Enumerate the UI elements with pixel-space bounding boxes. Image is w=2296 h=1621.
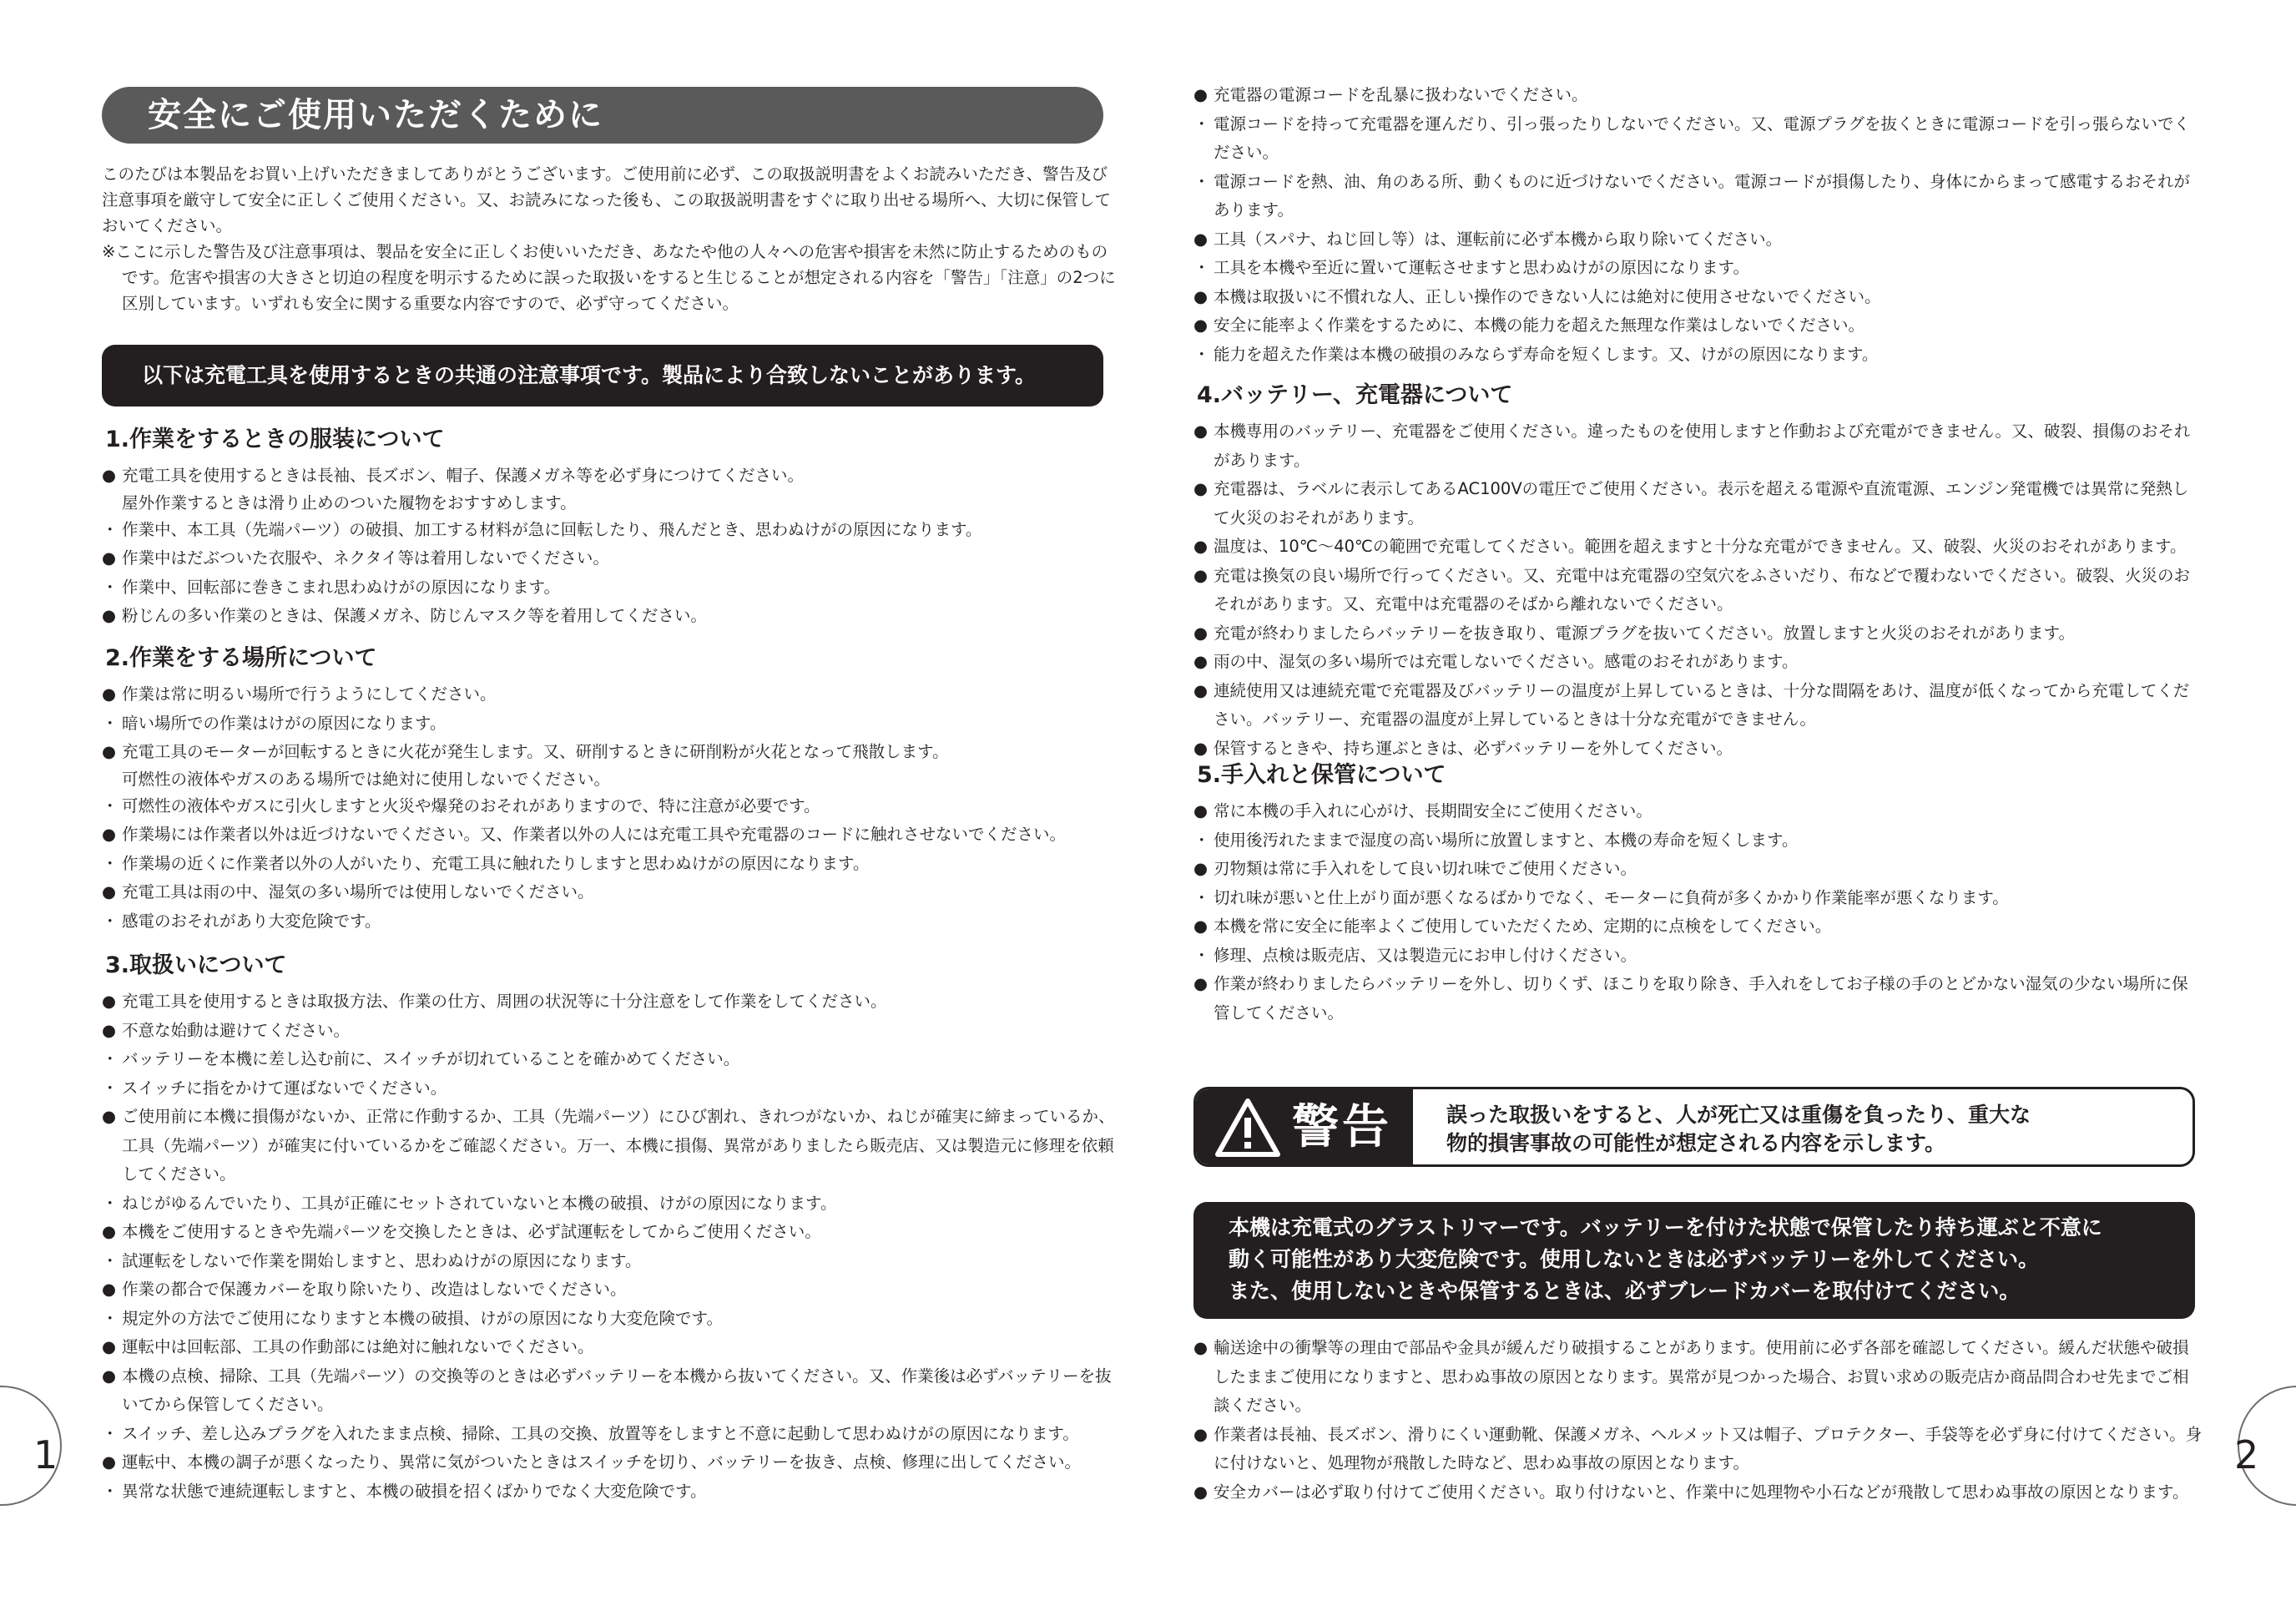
bullet-item [102, 602, 1116, 631]
bullet-mark: ● [1193, 537, 1209, 556]
bullet-mark: ・ [1193, 945, 1210, 965]
section-heading: 2.作業をする場所について [105, 645, 377, 671]
bullet-item [102, 1103, 1116, 1189]
item-text: 能力を超えた作業は本機の破損のみならず寿命を短くします。又、けがの原因になります。 [1214, 344, 1879, 364]
intro-paragraph: このたびは本製品をお買い上げいただきましてありがとうございます。ご使用前に必ず、この取扱説明書をよくお読みいただき、警告及び注意事項を厳守して安全に正しくご使用ください。又、お読みになった後も、この取扱説明書をすぐに取り出せる場所へ、大切に保管しておいてください。 [102, 164, 1112, 235]
bullet-item [1193, 797, 2195, 826]
item-text: 電源コードを持って充電器を運んだり、引っ張ったりしないでください。又、電源プラグを抜くときに電源コードを引っ張らないでください。 [1214, 114, 2191, 162]
bullet-mark: ● [102, 1280, 117, 1299]
bullet-mark: ● [1193, 738, 1209, 758]
sub-item [1193, 341, 2195, 370]
item-text: 規定外の方法でご使用になりますと本機の破損、けがの原因になり大変危険です。 [122, 1308, 723, 1328]
sub-item [102, 573, 1116, 603]
bullet-mark: ・ [102, 519, 119, 539]
item-text: 充電工具を使用するときは長袖、長ズボン、帽子、保護メガネ等を必ず身につけてください。 [122, 466, 805, 485]
section-maintenance [1193, 759, 2195, 1028]
bullet-mark: ● [102, 466, 117, 485]
bullet-mark: ● [102, 742, 117, 761]
bullet-mark: ・ [1193, 344, 1210, 364]
item-text: バッテリーを本機に差し込む前に、スイッチが切れていることを確かめてください。 [122, 1049, 740, 1068]
bullet-item [1193, 1478, 2203, 1507]
item-text: 電源コードを熱、油、角のある所、動くものに近づけないでください。電源コードが損傷したり、身体にからまって感電するおそれがあります。 [1214, 171, 2191, 220]
section-handling [102, 949, 1116, 1506]
item-text: ねじがゆるんでいたり、工具が正確にセットされていないと本機の破損、けがの原因になります。 [122, 1193, 837, 1213]
bullet-item [102, 1275, 1116, 1305]
item-text-continued: 可燃性の液体やガスのある場所では絶対に使用しないでください。 [122, 769, 611, 789]
item-text: 安全カバーは必ず取り付けてご使用ください。取り付けないと、作業中に処理物や小石などが飛散して思わぬ事故の原因となります。 [1214, 1482, 2189, 1502]
warning-box [1193, 1087, 2195, 1167]
bullet-mark: ・ [102, 795, 119, 816]
item-text: ご使用前に本機に損傷がないか、正常に作動するか、工具（先端パーツ）にひび割れ、きれつがないか、ねじが確実に締まっているか、工具（先端パーツ）が確実に付いているかをご確認ください。万一、本機に損傷、異常がありましたら販売店、又は製造元に修理を依頼してください。 [122, 1107, 1115, 1184]
item-text: 作業場には作業者以外は近づけないでください。又、作業者以外の人には充電工具や充電器のコードに触れさせないでください。 [122, 825, 1067, 844]
item-text: 修理、点検は販売店、又は製造元にお申し付けください。 [1214, 945, 1637, 965]
section-heading: 3.取扱いについて [105, 952, 287, 978]
bullet-mark: ● [1193, 974, 1209, 993]
bullet-item [1193, 1421, 2203, 1478]
bullet-mark: ・ [1193, 887, 1210, 907]
item-text: 作業中、回転部に巻きこまれ思わぬけがの原因になります。 [122, 577, 560, 597]
bullet-mark: ● [1193, 623, 1209, 643]
bullet-mark: ・ [102, 1078, 119, 1098]
bullet-item [1193, 81, 2195, 110]
bullet-mark: ● [102, 1452, 117, 1472]
bullet-item [102, 1362, 1116, 1420]
item-text: 充電工具のモーターが回転するときに火花が発生します。又、研削するときに研削粉が火花となって飛散します。 [122, 742, 949, 761]
bullet-item [1193, 417, 2195, 475]
item-text: 工具（スパナ、ねじ回し等）は、運転前に必ず本機から取り除いてください。 [1214, 229, 1783, 249]
bullet-mark: ● [102, 882, 117, 901]
bullet-item [1193, 912, 2195, 942]
item-text: 作業が終わりましたらバッテリーを外し、切りくず、ほこりを取り除き、手入れをしてお子様の手のとどかない湿気の少ない場所に保管してください。 [1214, 974, 2188, 1023]
item-text: 雨の中、湿気の多い場所では充電しないでください。感電のおそれがあります。 [1214, 652, 1799, 671]
item-text: 粉じんの多い作業のときは、保護メガネ、防じんマスク等を着用してください。 [122, 606, 707, 625]
item-text: 安全に能率よく作業をするために、本機の能力を超えた無理な作業はしないでください。 [1214, 316, 1865, 335]
bullet-mark: ・ [102, 577, 119, 597]
section-workplace [102, 642, 1116, 936]
item-text: 作業者は長袖、長ズボン、滑りにくい運動靴、保護メガネ、ヘルメット又は帽子、プロテクター、手袋等を必ず身に付けてください。身に付けないと、処理物が飛散した時など、思わぬ事故の原因となります。 [1214, 1424, 2203, 1472]
bullet-mark: ● [1193, 229, 1209, 249]
bullet-item [1193, 225, 2195, 255]
warning-triangle-icon [1214, 1098, 1281, 1158]
bullet-item [102, 680, 1116, 710]
item-text: 作業中はだぶついた衣服や、ネクタイ等は着用しないでください。 [122, 548, 609, 568]
item-text: 本機を常に安全に能率よくご使用していただくため、定期的に点検をしてください。 [1214, 917, 1832, 936]
bullet-mark: ・ [102, 1423, 119, 1443]
warning-items [1193, 1334, 2203, 1507]
bullet-mark: ・ [102, 853, 119, 873]
item-text: 本機をご使用するときや先端パーツを交換したときは、必ず試運転をしてからご使用ください。 [122, 1222, 821, 1241]
bullet-mark: ● [1193, 422, 1209, 441]
section-heading: 1.作業をするときの服装について [105, 427, 445, 452]
item-text: 温度は、10℃～40℃の範囲で充電してください。範囲を超えますと十分な充電ができません。又、破裂、火災のおそれがあります。 [1214, 537, 2187, 556]
item-text: 試運転をしないで作業を開始しますと、思わぬけがの原因になります。 [122, 1250, 642, 1270]
item-text: 運転中、本機の調子が悪くなったり、異常に気がついたときはスイッチを切り、バッテリーを抜き、点検、修理に出してください。 [122, 1452, 1081, 1472]
sub-item [1193, 254, 2195, 283]
item-text: 刃物類は常に手入れをして良い切れ味でご使用ください。 [1214, 859, 1637, 878]
section-battery-charger [1193, 379, 2195, 763]
item-text: 作業は常に明るい場所で行うようにしてください。 [122, 684, 497, 704]
section-heading: 5.手入れと保管について [1197, 762, 1446, 788]
section-clothing [102, 423, 1116, 631]
bullet-item [1193, 311, 2195, 341]
sub-item [1193, 942, 2195, 971]
item-text: 充電は換気の良い場所で行ってください。又、充電中は充電器の空気穴をふさいだり、布などで覆わないでください。破裂、火災のおそれがあります。又、充電中は充電器のそばから離れないでください。 [1214, 565, 2191, 614]
bullet-mark: ・ [1193, 114, 1210, 134]
item-text: スイッチ、差し込みプラグを入れたまま点検、掃除、工具の交換、放置等をしますと不意に起動して思わぬけがの原因になります。 [122, 1423, 1079, 1443]
item-text: 充電工具は雨の中、湿気の多い場所では使用しないでください。 [122, 882, 594, 901]
item-text: 充電器は、ラベルに表示してあるAC100Vの電圧でご使用ください。表示を超える電源や直流電源、エンジン発電機では異常に発熱して火災のおそれがあります。 [1214, 479, 2189, 528]
bullet-item [102, 878, 1116, 907]
bullet-item [102, 821, 1116, 850]
item-text: 作業の都合で保護カバーを取り除いたり、改造はしないでください。 [122, 1280, 627, 1299]
sub-item [102, 1420, 1116, 1449]
item-text: 充電工具を使用するときは取扱方法、作業の仕方、周囲の状況等に十分注意をして作業をしてください。 [122, 992, 887, 1011]
bullet-mark: ● [102, 1020, 117, 1040]
warning-banner: 本機は充電式のグラストリマーです。バッテリーを付けた状態で保管したり持ち運ぶと不意に 動く可能性があり大変危険です。使用しないときは必ずバッテリーを外してください。 また、使用しないときや保管するときは、必ずブレードカバーを取付けてください。 [1193, 1202, 2195, 1319]
item-text: 使用後汚れたままで湿度の高い場所に放置しますと、本機の寿命を短くします。 [1214, 830, 1799, 850]
bullet-mark: ● [1193, 652, 1209, 671]
item-text: 常に本機の手入れに心がけ、長期間安全にご使用ください。 [1214, 801, 1653, 821]
item-text: 感電のおそれがあり大変危険です。 [122, 911, 381, 931]
bullet-mark: ・ [102, 911, 119, 931]
sub-item [102, 1305, 1116, 1334]
bullet-mark: ● [102, 825, 117, 844]
sub-item [102, 907, 1116, 937]
item-text: 充電器の電源コードを乱暴に扱わないでください。 [1214, 85, 1588, 104]
bullet-mark: ● [1193, 286, 1209, 306]
bullet-mark: ● [102, 1222, 117, 1241]
item-text: 保管するときや、持ち運ぶときは、必ずバッテリーを外してください。 [1214, 738, 1733, 758]
bullet-mark: ● [1193, 1424, 1209, 1444]
page-number-right: 2 [2234, 1432, 2259, 1477]
bullet-mark: ・ [102, 1481, 119, 1501]
warning-description: 誤った取扱いをすると、人が死亡又は重傷を負ったり、重大な 物的損害事故の可能性が想定される内容を示します。 [1446, 1103, 2031, 1155]
bullet-item [1193, 619, 2195, 649]
bullet-mark: ● [1193, 316, 1209, 335]
section-heading: 4.バッテリー、充電器について [1197, 382, 1513, 408]
bullet-item [102, 1218, 1116, 1247]
section-continued [1193, 81, 2195, 369]
bullet-item [102, 544, 1116, 573]
bullet-item [1193, 475, 2195, 533]
intro [102, 161, 1116, 316]
bullet-item [1193, 1334, 2203, 1421]
bullet-item [102, 1017, 1116, 1046]
item-text: 工具を本機や至近に置いて運転させますと思わぬけがの原因になります。 [1214, 258, 1749, 277]
bullet-item [1193, 648, 2195, 677]
bullet-mark: ● [102, 606, 117, 625]
bullet-mark: ● [1193, 859, 1209, 878]
item-text: 輸送途中の衝撃等の理由で部品や金具が緩んだり破損することがあります。使用前に必ず各部を確認してください。緩んだ状態や破損したままご使用になりますと、思わぬ事故の原因となります。異常が見つかった場合、お買い求めの販売店か商品問合わせ先までご相談ください。 [1214, 1338, 2189, 1415]
page-title: 安全にご使用いただくために [102, 87, 1103, 144]
bullet-mark: ● [102, 992, 117, 1011]
intro-note: ※ここに示した警告及び注意事項は、製品を安全に正しくお使いいただき、あなたや他の人々への危害や損害を未然に防止するためのものです。危害や損害の大きさと切迫の程度を明示するために誤った取扱いをすると生じることが想定される内容を「警告」「注意」の2つに区別しています。いずれも安全に関する重要な内容ですので、必ず守ってください。 [102, 242, 1116, 313]
bullet-mark: ● [102, 548, 117, 568]
bullet-mark: ● [1193, 479, 1209, 498]
bullet-item [1193, 533, 2195, 562]
sub-item [102, 1189, 1116, 1219]
item-text: 作業中、本工具（先端パーツ）の破損、加工する材料が急に回転したり、飛んだとき、思わぬけがの原因になります。 [122, 519, 982, 539]
bullet-mark: ● [1193, 85, 1209, 104]
item-text: 可燃性の液体やガスに引火しますと火災や爆発のおそれがありますので、特に注意が必要です。 [122, 795, 820, 816]
sub-item [102, 1074, 1116, 1103]
bullet-mark: ● [1193, 801, 1209, 821]
bullet-mark: ● [102, 684, 117, 704]
sub-item [1193, 884, 2195, 913]
bullet-mark: ・ [102, 1308, 119, 1328]
item-text: スイッチに指をかけて運ばないでください。 [122, 1078, 447, 1098]
bullet-item [102, 1448, 1116, 1477]
item-text: 運転中は回転部、工具の作動部には絶対に触れないでください。 [122, 1337, 594, 1356]
sub-item [102, 710, 1116, 739]
warning-label-block [1196, 1089, 1413, 1164]
bullet-item [1193, 855, 2195, 884]
bullet-item [1193, 562, 2195, 619]
item-text: 本機の点検、掃除、工具（先端パーツ）の交換等のときは必ずバッテリーを本機から抜いてください。又、作業後は必ずバッテリーを抜いてから保管してください。 [122, 1366, 1112, 1414]
item-text: 暗い場所での作業はけがの原因になります。 [122, 713, 447, 733]
bullet-mark: ・ [1193, 171, 1210, 191]
bullet-item [1193, 283, 2195, 312]
sub-item [102, 1247, 1116, 1276]
sub-item [1193, 110, 2195, 168]
item-text: 切れ味が悪いと仕上がり面が悪くなるばかりでなく、モーターに負荷が多くかかり作業能率が悪くなります。 [1214, 887, 2009, 907]
bullet-item [102, 1333, 1116, 1362]
item-text: 作業場の近くに作業者以外の人がいたり、充電工具に触れたりしますと思わぬけがの原因になります。 [122, 853, 870, 873]
item-text: 本機専用のバッテリー、充電器をご使用ください。違ったものを使用しますと作動および充電ができません。又、破裂、損傷のおそれがあります。 [1214, 422, 2191, 470]
bullet-item [102, 738, 1116, 792]
sub-item [102, 792, 1116, 821]
item-text: 連続使用又は連続充電で充電器及びバッテリーの温度が上昇しているときは、十分な間隔をあけ、温度が低くなってから充電してください。バッテリー、充電器の温度が上昇しているときは十分な充電ができません。 [1214, 680, 2190, 729]
sub-item [102, 1045, 1116, 1074]
sub-item [1193, 168, 2195, 225]
item-text: 異常な状態で連続運転しますと、本機の破損を招くばかりでなく大変危険です。 [122, 1481, 707, 1501]
bullet-mark: ・ [102, 1250, 119, 1270]
bullet-mark: ・ [102, 713, 119, 733]
sub-item [102, 516, 1116, 545]
bullet-item [102, 987, 1116, 1017]
bullet-mark: ● [1193, 565, 1209, 585]
bullet-mark: ● [1193, 1338, 1209, 1357]
bullet-item [102, 462, 1116, 516]
bullet-mark: ● [102, 1337, 117, 1356]
bullet-mark: ● [1193, 917, 1209, 936]
page-number-left: 1 [33, 1432, 58, 1477]
sub-item [102, 1477, 1116, 1507]
sub-item [102, 850, 1116, 879]
item-text: 不意な始動は避けてください。 [122, 1020, 351, 1040]
bullet-mark: ・ [102, 1049, 119, 1068]
bullet-mark: ● [102, 1107, 117, 1126]
item-text-continued: 屋外作業するときは滑り止めのついた履物をおすすめします。 [122, 492, 577, 513]
bullet-mark: ● [102, 1366, 117, 1386]
bullet-item [1193, 677, 2195, 735]
warning-label: 警告 [1292, 1100, 1392, 1154]
common-precautions-banner: 以下は充電工具を使用するときの共通の注意事項です。製品により合致しないことがあります。 [102, 345, 1103, 407]
sub-item [1193, 826, 2195, 856]
bullet-mark: ・ [1193, 258, 1210, 277]
item-text: 本機は取扱いに不慣れな人、正しい操作のできない人には絶対に使用させないでください。 [1214, 286, 1881, 306]
bullet-item [1193, 970, 2195, 1028]
bullet-mark: ・ [102, 1193, 119, 1213]
bullet-mark: ● [1193, 1482, 1209, 1502]
bullet-mark: ● [1193, 680, 1209, 700]
bullet-mark: ・ [1193, 830, 1210, 850]
item-text: 充電が終わりましたらバッテリーを抜き取り、電源プラグを抜いてください。放置しますと火災のおそれがあります。 [1214, 623, 2075, 643]
